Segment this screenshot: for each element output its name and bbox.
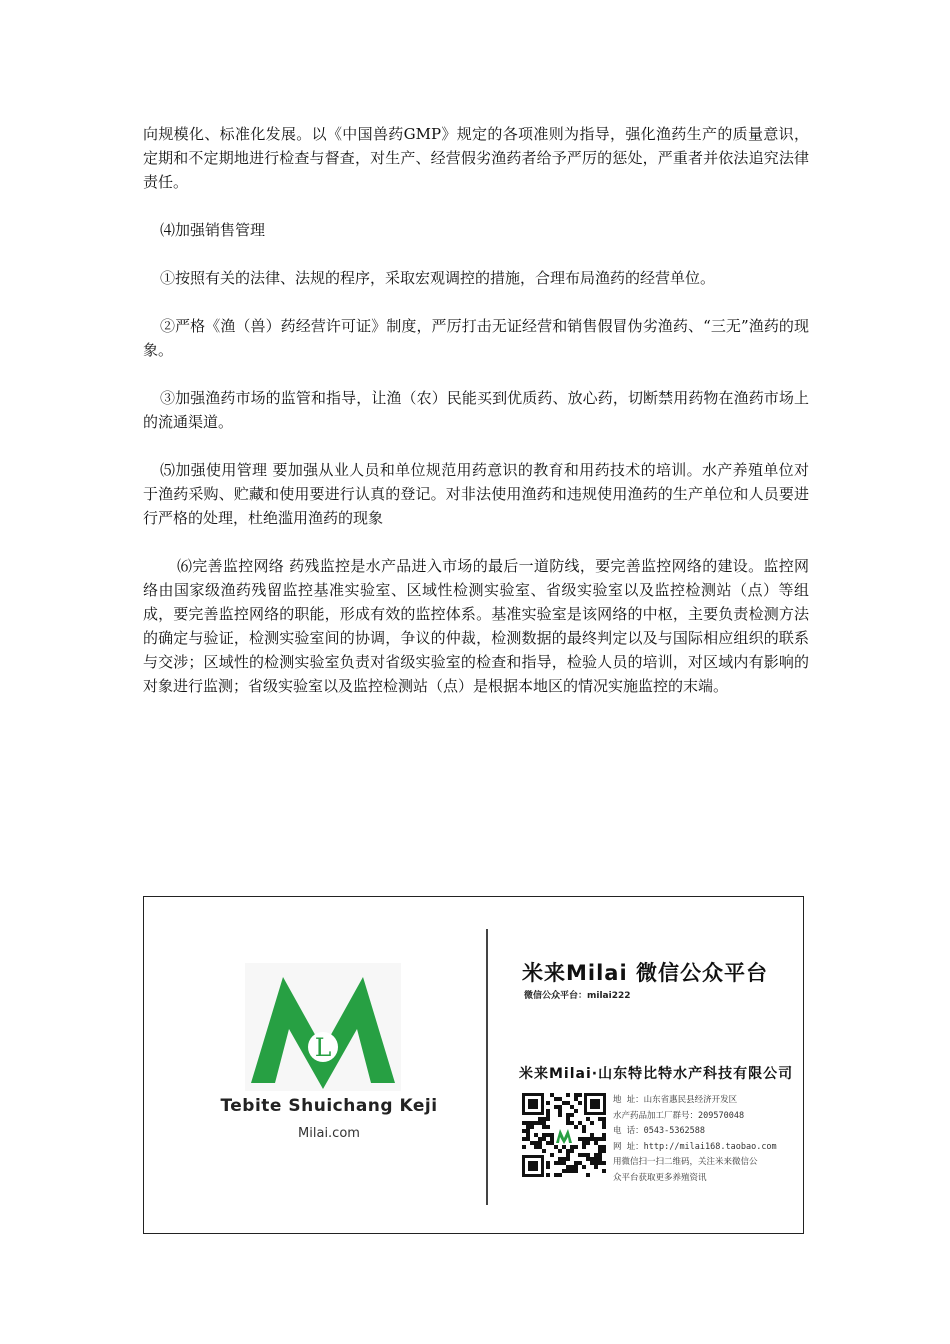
wechat-account-id: 微信公众平台：milai222 (524, 991, 631, 1001)
brand-english-name: Tebite Shuichang Keji (220, 1096, 438, 1116)
paragraph-sales-1: ①按照有关的法律、法规的程序，采取宏观调控的措施，合理布局渔药的经营单位。 (160, 269, 716, 287)
phone-line: 电 话：0543-5362588 (613, 1126, 706, 1136)
contact-info (613, 1093, 803, 1186)
paragraph-gmp: 向规模化、标准化发展。以《中国兽药GMP》规定的各项准则为指导，强化渔药生产的质量意识，定期和不定期地进行检查与督查，对生产、经营假劣渔药者给予严厉的惩处，严重者并依法追究法律责任。 (143, 125, 809, 191)
address-line: 地 址：山东省惠民县经济开发区 (613, 1095, 738, 1105)
heading-sales-management: ⑷加强销售管理 (160, 221, 266, 239)
website-line: 网 址：http://milai168.taobao.com (613, 1141, 777, 1152)
group-number-line: 水产药品加工厂群号：209570048 (613, 1110, 745, 1121)
scan-hint-line-2: 众平台获取更多养殖资讯 (613, 1172, 707, 1183)
brand-website: Milai.com (298, 1126, 360, 1141)
card-divider (486, 929, 488, 1205)
qr-code-icon (522, 1093, 606, 1177)
paragraph-sales-3: ③加强渔药市场的监管和指导，让渔（农）民能买到优质药、放心药，切断禁用药物在渔药市场上的流通渠道。 (143, 389, 809, 431)
wechat-platform-title: 米来Milai 微信公众平台 (522, 961, 768, 985)
paragraph-sales-2: ②严格《渔（兽）药经营许可证》制度，严厉打击无证经营和销售假冒伪劣渔药、“三无”渔药的现象。 (143, 317, 809, 359)
milai-logo (245, 963, 401, 1091)
paragraph-monitoring-network: ⑹完善监控网络 药残监控是水产品进入市场的最后一道防线，要完善监控网络的建设。监控网络由国家级渔药残留监控基准实验室、区域性检测实验室、省级实验室以及监控检测站（点）等组成，要完善监控网络的职能，形成有效的监控体系。基准实验室是该网络的中枢，主要负责检测方法的确定与验证，检测实验室间的协调，争议的仲裁，检测数据的最终判定以及与国际相应组织的联系与交涉；区域性的检测实验室负责对省级实验室的检查和指导，检验人员的培训，对区域内有影响的对象进行监测；省级实验室以及监控检测站（点）是根据本地区的情况实施监控的末端。 (143, 557, 809, 695)
business-card (143, 896, 804, 1234)
paragraph-usage-management: ⑸加强使用管理 要加强从业人员和单位规范用药意识的教育和用药技术的培训。水产养殖单位对于渔药采购、贮藏和使用要进行认真的登记。对非法使用渔药和违规使用渔药的生产单位和人员要进行严格的处理，杜绝滥用渔药的现象 (143, 461, 809, 527)
document-body (143, 122, 809, 698)
logo-letter: L (314, 1033, 332, 1062)
scan-hint-line-1: 用微信扫一扫二维码，关注米来微信公 (613, 1157, 758, 1167)
company-name: 米来Milai·山东特比特水产科技有限公司 (519, 1066, 794, 1082)
